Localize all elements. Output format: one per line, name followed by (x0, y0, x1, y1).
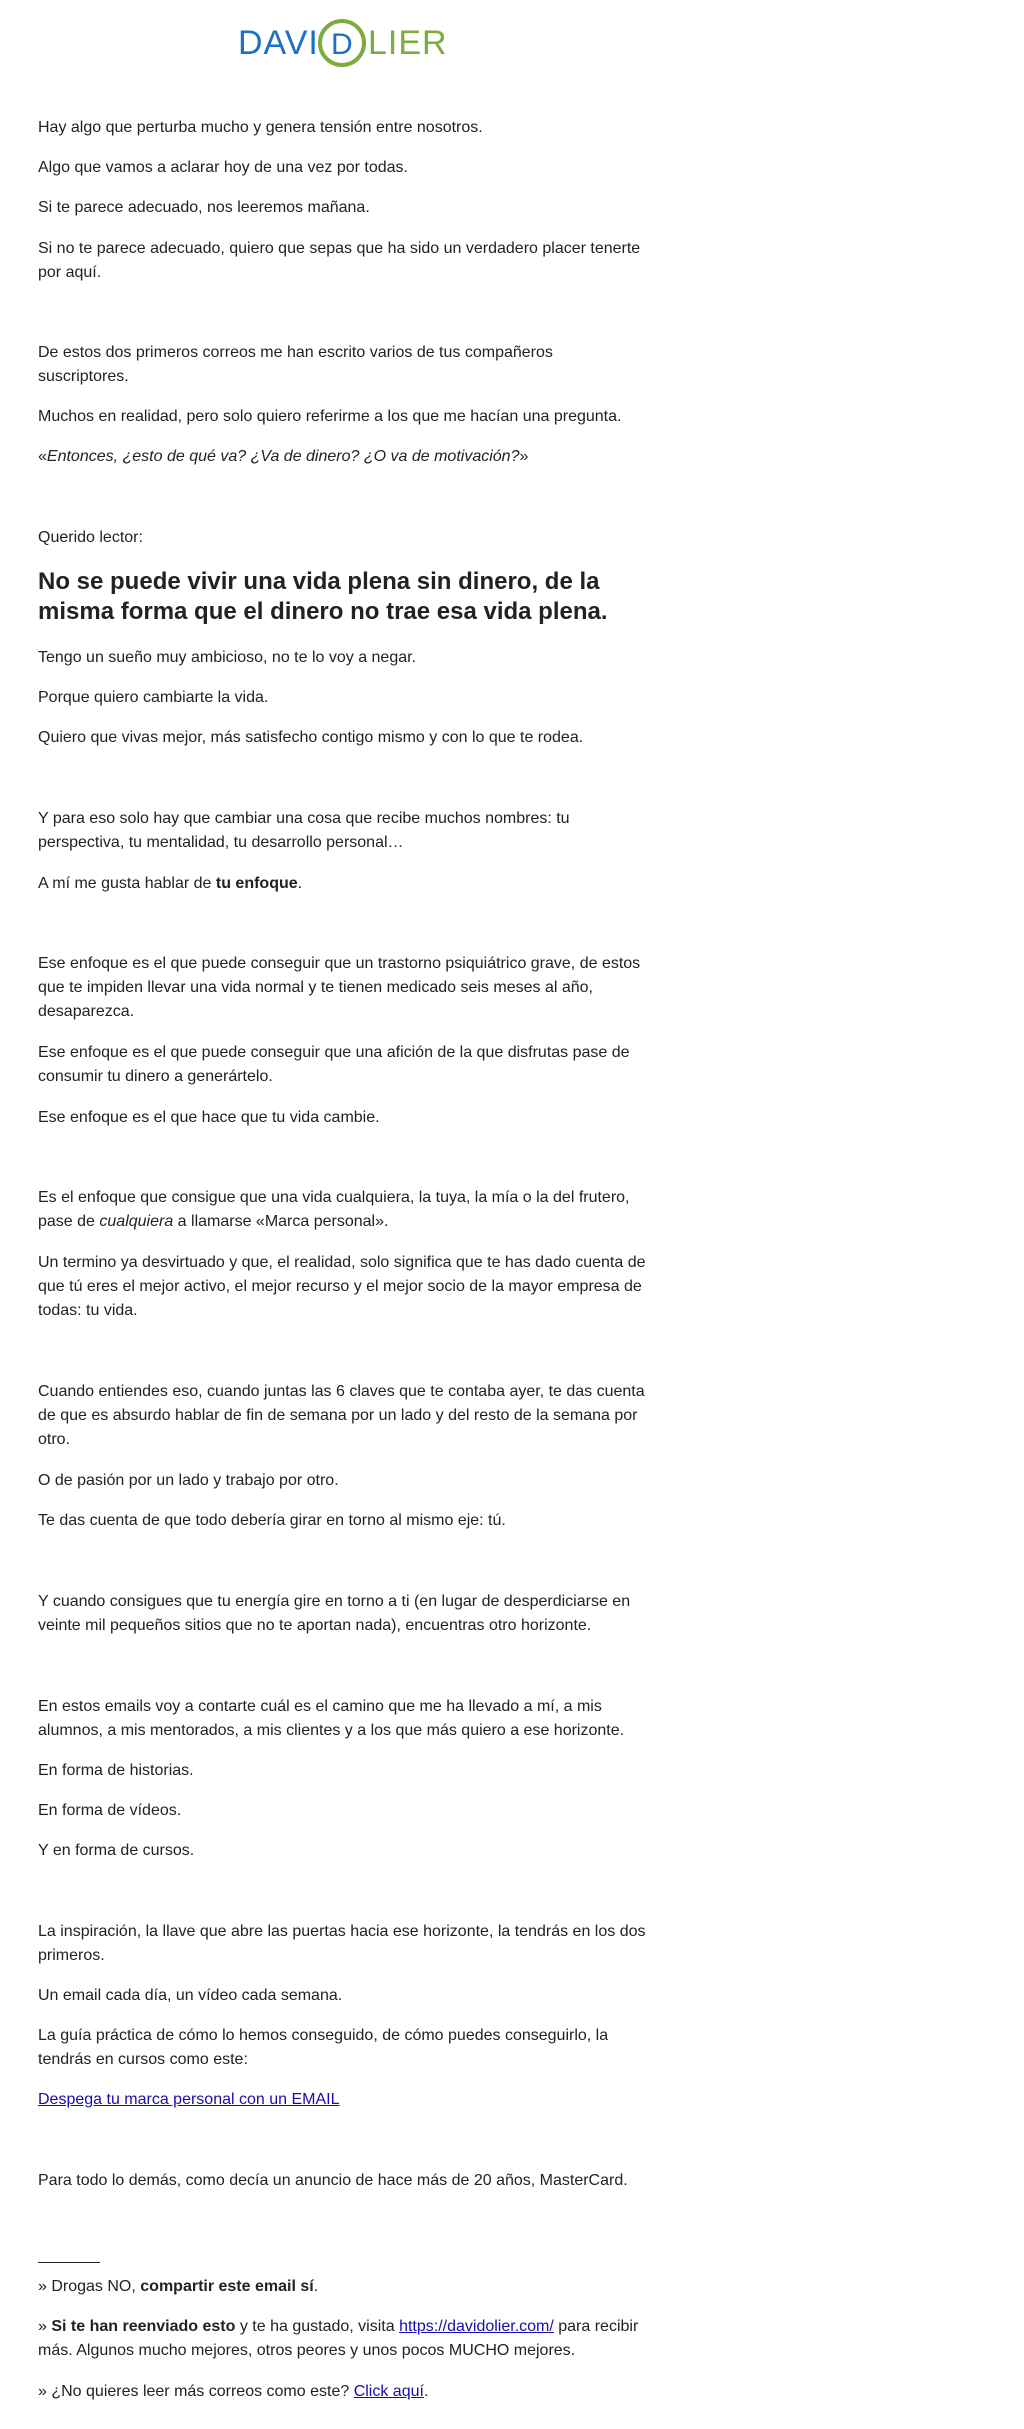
paragraph: Para todo lo demás, como decía un anuncio de hace más de 20 años, MasterCard. (38, 2172, 628, 2189)
footer-forwarded (38, 2315, 648, 2363)
text-run: Es el enfoque que consigue que una vida cualquiera, la tuya, la mía o la del frutero, pase de (38, 1189, 630, 1230)
course-link[interactable]: Despega tu marca personal con un EMAIL (38, 2091, 340, 2108)
question-quote (38, 445, 648, 469)
paragraph: Un email cada día, un vídeo cada semana. (38, 1987, 343, 2004)
quote-text: Entonces, ¿esto de qué va? ¿Va de dinero? ¿O va de motivación? (46, 448, 520, 465)
text-run: » ¿No quieres leer más correos como este? (38, 2383, 354, 2400)
paragraph: Y cuando consigues que tu energía gire en torno a ti (en lugar de desperdiciarse en veinte mil pequeños sitios que no te aportan nada), encuentras otro horizonte. (38, 1593, 631, 1634)
greeting: Querido lector: (38, 529, 143, 546)
footer-unsubscribe (38, 2380, 648, 2404)
italic-text: cualquiera (99, 1213, 174, 1230)
footer-share (38, 2275, 648, 2299)
paragraph: Si te parece adecuado, nos leeremos mañana. (38, 199, 370, 216)
paragraph: Ese enfoque es el que puede conseguir que una afición de la que disfrutas pase de consumir tu dinero a generártelo. (38, 1044, 630, 1085)
text-run: . (423, 2383, 429, 2400)
paragraph: La inspiración, la llave que abre las puertas hacia ese horizonte, la tendrás en los dos primeros. (38, 1923, 646, 1964)
paragraph: En estos emails voy a contarte cuál es el camino que me ha llevado a mí, a mis alumnos, a mis mentorados, a mis clientes y a los que más quiero a ese horizonte. (38, 1698, 625, 1739)
bold-text: Si te han reenviado esto (51, 2318, 236, 2335)
brand-logo-graphic (236, 16, 446, 72)
text-run: A mí me gusta hablar de (38, 875, 216, 892)
paragraph: O de pasión por un lado y trabajo por otro. (38, 1472, 339, 1489)
paragraph: Si no te parece adecuado, quiero que sepas que ha sido un verdadero placer tenerte por aquí. (38, 240, 641, 281)
paragraph (38, 1186, 648, 1234)
text-run: . (313, 2278, 319, 2295)
text-run: a llamarse «Marca personal». (173, 1213, 389, 1230)
paragraph: Y para eso solo hay que cambiar una cosa que recibe muchos nombres: tu perspectiva, tu mentalidad, tu desarrollo personal… (38, 810, 570, 851)
paragraph: Quiero que vivas mejor, más satisfecho contigo mismo y con lo que te rodea. (38, 729, 584, 746)
paragraph: Algo que vamos a aclarar hoy de una vez por todas. (38, 159, 408, 176)
paragraph: Ese enfoque es el que hace que tu vida cambie. (38, 1109, 380, 1126)
paragraph: Hay algo que perturba mucho y genera tensión entre nosotros. (38, 119, 483, 136)
text-run: » (38, 2318, 52, 2335)
logo-text-left: DAVI (238, 24, 319, 62)
website-link[interactable]: https://davidolier.com/ (399, 2318, 554, 2335)
paragraph: En forma de historias. (38, 1762, 194, 1779)
paragraph: En forma de vídeos. (38, 1802, 182, 1819)
paragraph: Un termino ya desvirtuado y que, el realidad, solo significa que te has dado cuenta de que tú eres el mejor activo, el mejor recurso y el mejor socio de la mayor empresa de todas: tu vida. (38, 1254, 646, 1319)
logo-text-mid: D (331, 28, 353, 61)
paragraph (38, 872, 648, 896)
paragraph: Muchos en realidad, pero solo quiero referirme a los que me hacían una pregunta. (38, 408, 622, 425)
unsubscribe-link[interactable]: Click aquí (353, 2383, 424, 2400)
logo-text-right: LIER (368, 24, 446, 62)
paragraph: La guía práctica de cómo lo hemos conseguido, de cómo puedes conseguirlo, la tendrás en cursos como este: (38, 2027, 609, 2068)
paragraph: Porque quiero cambiarte la vida. (38, 689, 269, 706)
paragraph: Y en forma de cursos. (38, 1842, 195, 1859)
course-link-paragraph (38, 2088, 648, 2112)
brand-logo (236, 16, 446, 72)
bold-text: compartir este email sí (140, 2278, 314, 2295)
text-run: » Drogas NO, (38, 2278, 141, 2295)
paragraph: Te das cuenta de que todo debería girar en torno al mismo eje: tú. (38, 1512, 506, 1529)
headline: No se puede vivir una vida plena sin dinero, de la misma forma que el dinero no trae esa vida plena. (38, 568, 608, 625)
text-run: . (297, 875, 303, 892)
paragraph: Tengo un sueño muy ambicioso, no te lo voy a negar. (38, 649, 417, 666)
paragraph: De estos dos primeros correos me han escrito varios de tus compañeros suscriptores. (38, 344, 553, 385)
quote-open: « (38, 448, 47, 465)
paragraph: Ese enfoque es el que puede conseguir que un trastorno psiquiátrico grave, de estos que te impiden llevar una vida normal y te tienen medicado seis meses al año, desaparezca. (38, 955, 641, 1020)
bold-text: tu enfoque (215, 875, 298, 892)
text-run: y te ha gustado, visita (235, 2318, 400, 2335)
paragraph: Cuando entiendes eso, cuando juntas las 6 claves que te contaba ayer, te das cuenta de que es absurdo hablar de fin de semana por un lado y del resto de la semana por otro. (38, 1383, 645, 1448)
footer-divider (38, 2262, 100, 2263)
text-run: para recibir más. Algunos mucho mejores, otros peores y unos pocos MUCHO mejores. (38, 2318, 639, 2359)
quote-close: » (519, 448, 529, 465)
